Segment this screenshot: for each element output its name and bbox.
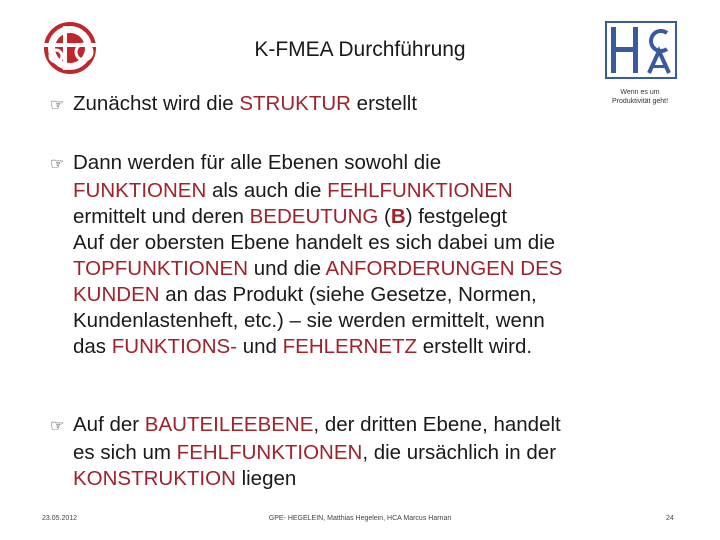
pointing-hand-icon: ☞ — [50, 97, 65, 114]
footer-author: GPE- HEGELEIN, Matthias Hegelein, HCA Marcus Harnan — [268, 515, 452, 522]
pointing-hand-icon: ☞ — [50, 156, 65, 173]
bullet-component-level: ☞ Auf der BAUTEILEEBENE, der dritten Ebene, handelt es sich um FEHLFUNKTIONEN, die ursächlich in der KONSTRUKTION liegen — [50, 413, 561, 490]
page-number: 24 — [666, 515, 674, 522]
hca-tagline: Wenn es um Produktivität geht! — [611, 89, 669, 105]
pointing-hand-icon: ☞ — [50, 418, 65, 435]
slide-title: K-FMEA Durchführung — [254, 38, 466, 61]
footer-date: 23.05.2012 — [42, 515, 78, 522]
bullet-structure: ☞ Zunächst wird die STRUKTUR erstellt — [50, 91, 417, 119]
hca-logo — [605, 21, 677, 79]
bullet-functions: ☞ Dann werden für alle Ebenen sowohl die FUNKTIONEN als auch die FEHLFUNKTIONEN ermittelt und deren BEDEUTUNG (B) festgelegt Auf der obersten Ebene handelt es sich dabei um die TOPFUNKTIONEN und die ANFORDERUNGEN DES KUNDEN an das Produkt (siehe Gesetze, Normen, Kundenlastenheft, etc.) – sie werden ermittelt, wenn das FUNKTIONS- und FEHLERNETZ erstellt wird. — [50, 151, 563, 358]
